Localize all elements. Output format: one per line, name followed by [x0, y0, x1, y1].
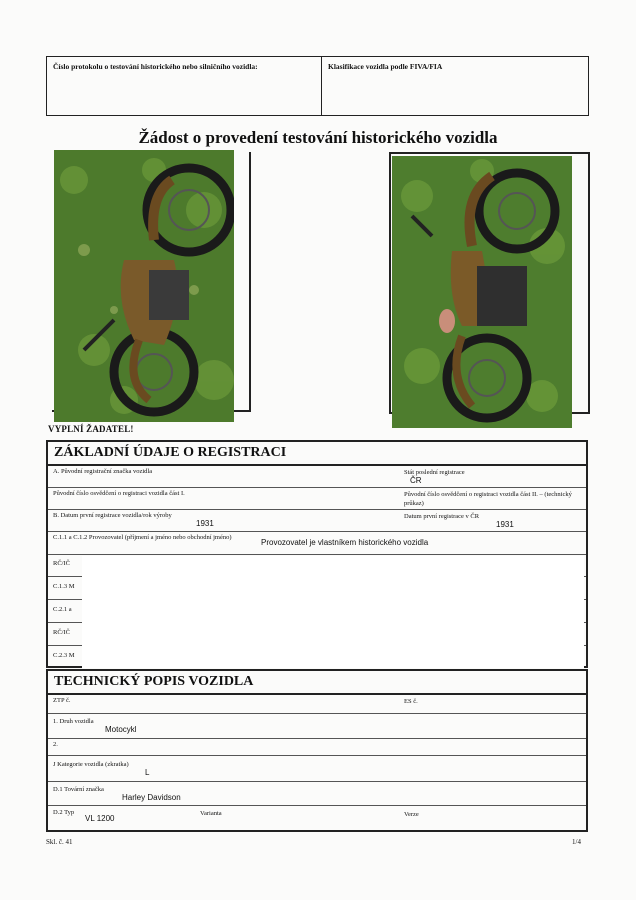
orig-cert1-label: Původní číslo osvědčení o registraci vozidla část I. [53, 490, 185, 497]
document-title: Žádost o provedení testování historického vozidla [138, 128, 498, 147]
znacka-label: D.1 Tovární značka [53, 786, 104, 793]
row-kategorie [48, 756, 586, 782]
druh-label: 1. Druh vozidla [53, 718, 94, 725]
protocol-header [46, 56, 589, 116]
row-c11 [48, 532, 586, 555]
c11-label: C.1.1 a C.1.2 Provozovatel (příjmení a jméno nebo obchodní jméno) [53, 534, 232, 541]
kategorie-value[interactable]: L [145, 768, 150, 777]
c13-label: C.1.3 M [53, 583, 75, 590]
form-number: Skl. č. 41 [46, 838, 73, 846]
motorcycle-photo-left [54, 150, 234, 422]
last-state-label: Stát poslední registrace [404, 469, 465, 476]
classification-label: Klasifikace vozidla podle FIVA/FIA [328, 62, 443, 71]
es-label: ES č. [404, 698, 418, 705]
first-cz-label: Datum první registrace v ČR [404, 513, 480, 520]
row-druh [48, 714, 586, 739]
page-number: 1/4 [572, 838, 581, 846]
first-cz-value[interactable]: 1931 [496, 520, 514, 529]
typ-label: D.2 Typ [53, 809, 75, 816]
applicant-notice: VYPLNÍ ŽADATEL! [48, 424, 134, 434]
row-ztp [48, 695, 586, 714]
protocol-number-label: Číslo protokolu o testování historického nebo silničního vozidla: [47, 57, 322, 115]
c21-label: C.2.1 a [53, 606, 72, 613]
c11-value[interactable]: Provozovatel je vlastníkem historického vozidla [261, 538, 429, 547]
b-value[interactable]: 1931 [196, 519, 214, 528]
varianta-label: Varianta [200, 810, 222, 817]
kategorie-label: J Kategorie vozidla (zkratka) [53, 761, 129, 768]
redacted-area [82, 556, 584, 668]
row-2 [48, 739, 586, 756]
druh-value[interactable]: Motocykl [105, 725, 137, 734]
technical-title: TECHNICKÝ POPIS VOZIDLA [48, 671, 586, 695]
row-a [48, 466, 586, 488]
last-state-value[interactable]: ČR [410, 476, 422, 485]
znacka-value[interactable]: Harley Davidson [122, 793, 181, 802]
registration-title: ZÁKLADNÍ ÚDAJE O REGISTRACI [48, 442, 586, 466]
motorcycle-photo-right [392, 156, 572, 428]
ztp-label: ZTP č. [53, 697, 71, 704]
verze-label: Verze [404, 811, 419, 818]
b-label: B. Datum první registrace vozidla/rok výroby [53, 512, 172, 519]
c23-label: C.2.3 M [53, 652, 75, 659]
row-b [48, 510, 586, 532]
rcic2-label: RČ/IČ [53, 629, 70, 636]
row-typ [48, 806, 586, 830]
technical-section [46, 669, 588, 832]
row2-label: 2. [53, 741, 58, 748]
row-orig-cert [48, 488, 586, 510]
rcic1-label: RČ/IČ [53, 560, 70, 567]
a-label: A. Původní registrační značka vozidla [53, 468, 153, 475]
typ-value[interactable]: VL 1200 [85, 814, 115, 823]
orig-cert2-label: Původní číslo osvědčení o registraci vozidla část II. – (technický průkaz) [404, 491, 572, 507]
row-znacka [48, 782, 586, 806]
